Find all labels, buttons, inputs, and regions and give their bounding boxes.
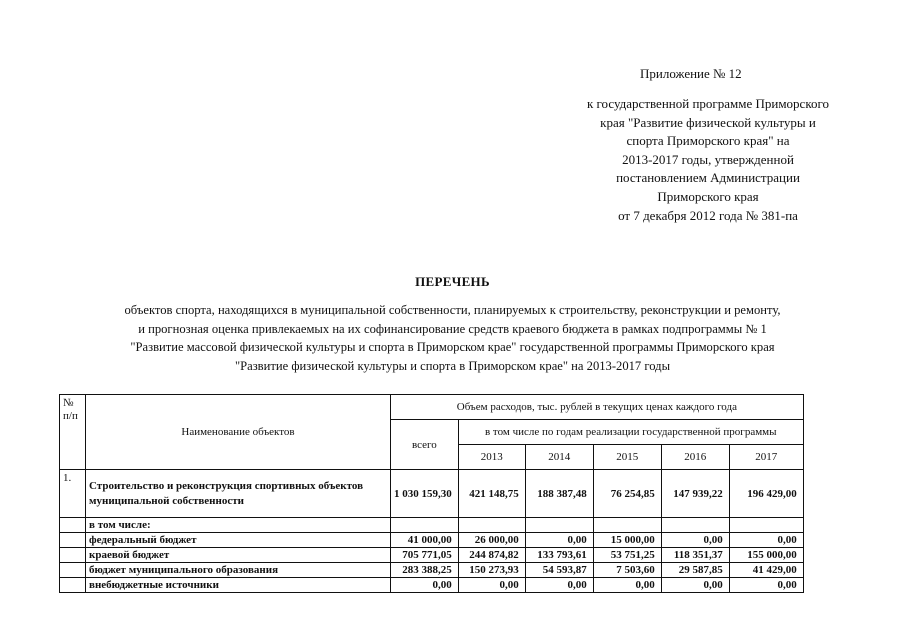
row-total <box>391 518 459 533</box>
row-name: в том числе: <box>86 518 391 533</box>
row-name: бюджет муниципального образования <box>86 563 391 578</box>
row-value: 0,00 <box>593 578 661 593</box>
document-subtitle <box>30 301 875 375</box>
row-value: 53 751,25 <box>593 548 661 563</box>
appendix-number: Приложение № 12 <box>640 66 742 81</box>
row-value: 188 387,48 <box>525 470 593 518</box>
row-value: 0,00 <box>729 533 803 548</box>
row-value <box>458 518 525 533</box>
appendix-line: спорта Приморского края" на <box>626 133 790 149</box>
subtitle-line: объектов спорта, находящихся в муниципальной собственности, планируемых к строительству, реконструкции и ремонту, <box>124 303 781 317</box>
row-value: 150 273,93 <box>458 563 525 578</box>
header-year: 2016 <box>661 445 729 470</box>
row-value: 54 593,87 <box>525 563 593 578</box>
row-total: 41 000,00 <box>391 533 459 548</box>
row-value: 133 793,61 <box>525 548 593 563</box>
row-name: Строительство и реконструкция спортивных объектов муниципальной собственности <box>86 470 391 518</box>
subtitle-line: и прогнозная оценка привлекаемых на их софинансирование средств краевого бюджета в рамках подпрограммы № 1 <box>138 321 767 336</box>
row-value <box>593 518 661 533</box>
subtitle-line: "Развитие физической культуры и спорта в Приморском крае" на 2013-2017 годы <box>234 358 671 373</box>
subtitle-line: "Развитие массовой физической культуры и спорта в Приморском крае" государственной программы Приморского края <box>130 340 775 354</box>
appendix-line: края "Развитие физической культуры и <box>600 114 816 130</box>
row-value: 0,00 <box>458 578 525 593</box>
row-number <box>60 578 86 593</box>
header-year: 2017 <box>729 445 803 470</box>
row-number: 1. <box>60 470 86 518</box>
table-row <box>60 563 804 578</box>
row-total: 705 771,05 <box>391 548 459 563</box>
row-total: 283 388,25 <box>391 563 459 578</box>
row-value: 0,00 <box>729 578 803 593</box>
header-year: 2013 <box>458 445 525 470</box>
row-value <box>525 518 593 533</box>
row-value: 196 429,00 <box>729 470 803 518</box>
row-value: 29 587,85 <box>661 563 729 578</box>
appendix-line: 2013-2017 годы, утвержденной <box>622 151 794 167</box>
row-value: 15 000,00 <box>593 533 661 548</box>
row-value: 76 254,85 <box>593 470 661 518</box>
header-num: № п/п <box>60 395 86 470</box>
table-row <box>60 578 804 593</box>
appendix-line: постановлением Администрации <box>616 170 800 186</box>
row-value: 0,00 <box>661 578 729 593</box>
row-number <box>60 563 86 578</box>
row-value <box>729 518 803 533</box>
table-row <box>60 548 804 563</box>
row-value: 421 148,75 <box>458 470 525 518</box>
appendix-line: Приморского края <box>657 188 759 204</box>
header-year: 2015 <box>593 445 661 470</box>
row-total: 1 030 159,30 <box>391 470 459 518</box>
row-value: 244 874,82 <box>458 548 525 563</box>
row-value: 26 000,00 <box>458 533 525 548</box>
appendix-line: от 7 декабря 2012 года № 381-па <box>618 207 798 223</box>
table-row <box>60 518 804 533</box>
row-name: федеральный бюджет <box>86 533 391 548</box>
row-value <box>661 518 729 533</box>
row-value: 0,00 <box>525 578 593 593</box>
header-total: всего <box>391 420 459 470</box>
row-number <box>60 518 86 533</box>
header-year: 2014 <box>525 445 593 470</box>
row-value: 0,00 <box>661 533 729 548</box>
row-value: 0,00 <box>525 533 593 548</box>
row-number <box>60 533 86 548</box>
header-expenses: Объем расходов, тыс. рублей в текущих ценах каждого года <box>391 395 804 420</box>
row-value: 41 429,00 <box>729 563 803 578</box>
appendix-line: к государственной программе Приморского <box>586 96 829 111</box>
header-name: Наименование объектов <box>86 395 391 470</box>
row-total: 0,00 <box>391 578 459 593</box>
row-value: 147 939,22 <box>661 470 729 518</box>
header-by-years: в том числе по годам реализации государственной программы <box>458 420 803 445</box>
table-row <box>60 533 804 548</box>
row-value: 7 503,60 <box>593 563 661 578</box>
row-value: 118 351,37 <box>661 548 729 563</box>
row-name: краевой бюджет <box>86 548 391 563</box>
row-number <box>60 548 86 563</box>
row-name: внебюджетные источники <box>86 578 391 593</box>
objects-table <box>59 394 804 593</box>
row-value: 155 000,00 <box>729 548 803 563</box>
document-title: ПЕРЕЧЕНЬ <box>415 274 490 289</box>
table-row <box>60 470 804 518</box>
appendix-reference <box>544 95 872 225</box>
